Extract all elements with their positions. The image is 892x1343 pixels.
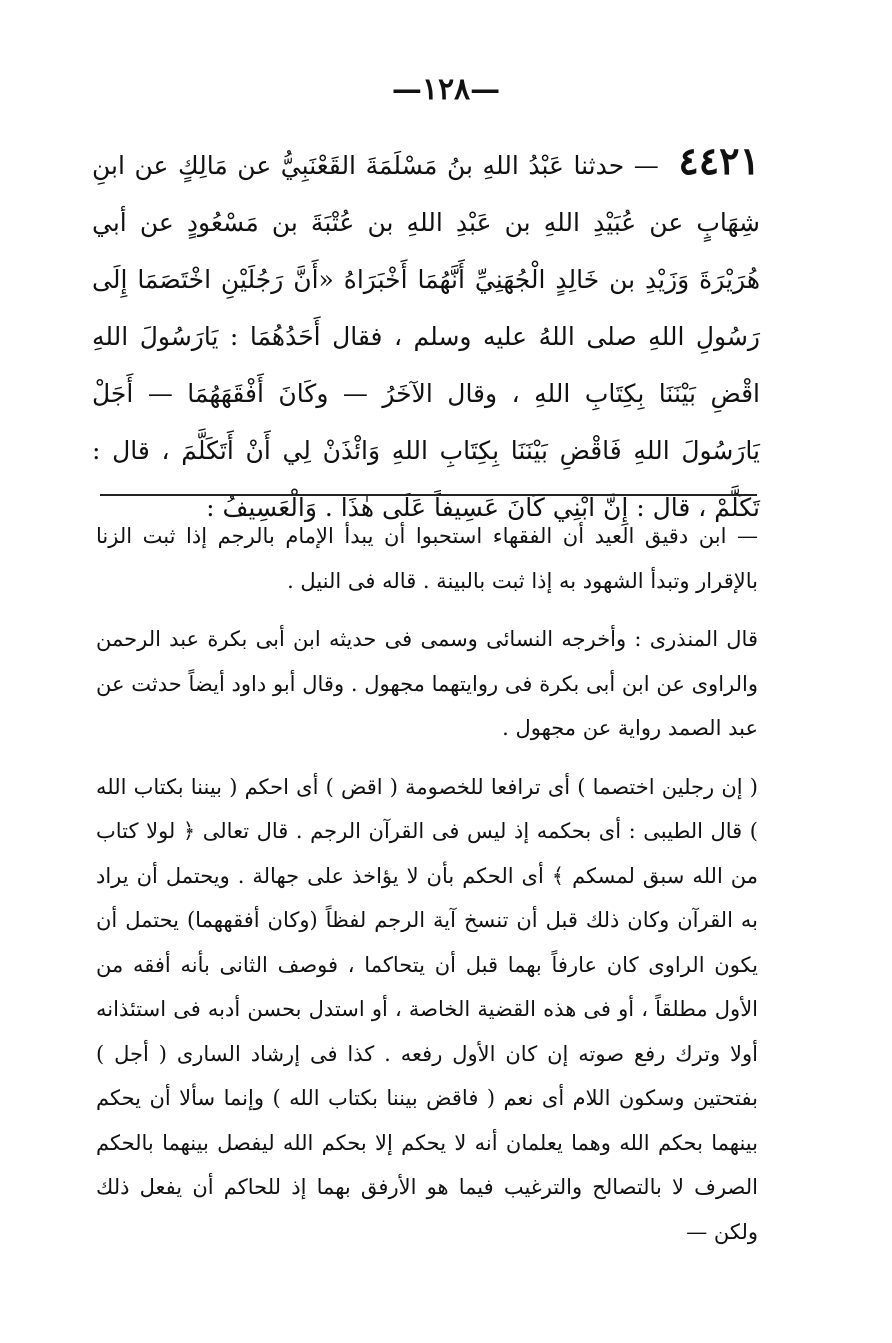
hadith-text: — حدثنا عَبْدُ اللهِ بنُ مَسْلَمَةَ القَعْنَبِيُّ عن مَالِكٍ عن ابنِ شِهَابٍ عن عُبَيْدِ اللهِ بن عَبْدِ اللهِ بن عُتْبَةَ بن مَسْعُودٍ عن أبي هُرَيْرَةَ وَزَيْدِ بن خَالِدٍ الْجُهَنِيِّ أَنَّهُمَا أَخْبَرَاهُ «أَنَّ رَجُلَيْنِ اخْتَصَمَا إِلَى رَسُولِ اللهِ صلى اللهُ عليه وسلم ، فقال أَحَدُهُمَا : يَارَسُولَ اللهِ اقْضِ بَيْنَنَا بِكِتَابِ اللهِ ، وقال الآخَرُ — وكَانَ أَفْقَهَهُمَا — أَجَلْ يَارَسُولَ اللهِ فَاقْضِ بَيْنَنَا بِكِتَابِ اللهِ وَائْذَنْ لِي أَنْ أَتَكَلَّمَ ، قال : تَكَلَّمْ ، قال : إِنَّ ابْنِي كَانَ عَسِيفاً عَلَى هٰذَا . وَالْعَسِيفُ : — [92, 151, 760, 522]
commentary-paragraph: ( إن رجلين اختصما ) أى ترافعا للخصومة ( اقض ) أى احكم ( بيننا بكتاب الله ) قال الطيبى : أى بحكمه إذ ليس فى القرآن الرجم . قال تعالى ﴿ لولا كتاب من الله سبق لمسكم ﴾ أى الحكم بأن لا يؤاخذ على جهالة . ويحتمل أن يراد به القرآن وكان ذلك قبل أن تنسخ آية الرجم لفظاً (وكان أفقههما) يحتمل أن يكون الراوى كان عارفاً بهما قبل أن يتحاكما ، فوصف الثانى بأنه أفقه من الأول مطلقاً ، أو فى هذه القضية الخاصة ، أو استدل بحسن أدبه فى استئذانه أولا وترك رفع صوته إن كان الأول رفعه . كذا فى إرشاد السارى ( أجل ) بفتحتين وسكون اللام أى نعم ( فاقض بيننا بكتاب الله ) وإنما سألا أن يحكم بينهما بحكم الله وهما يعلمان أنه لا يحكم إلا بحكم الله ليفصل بينهما بالحكم الصرف لا بالتصالح والترغيب فيما هو الأرفق بهما إذ للحاكم أن يفعل ذلك ولكن — — [96, 774, 758, 1244]
commentary-paragraph: قال المنذرى : وأخرجه النسائى وسمى فى حديثه ابن أبى بكرة عبد الرحمن والراوى عن ابن أبى بكرة فى روايتهما مجهول . وقال أبو داود أيضاً حدثت عن عبد الصمد رواية عن مجهول . — [96, 627, 758, 740]
footnote-divider — [100, 494, 757, 496]
commentary-block — [96, 514, 758, 1254]
commentary-paragraph: — ابن دقيق العيد أن الفقهاء استحبوا أن يبدأ الإمام بالرجم إذا ثبت الزنا بالإقرار وتبدأ الشهود به إذا ثبت بالبينة . قاله فى النيل . — [96, 524, 758, 593]
hadith-number: ٤٤٢١ — [678, 138, 760, 183]
hadith-text-block — [92, 132, 760, 536]
page-number: —١٢٨— — [391, 72, 501, 107]
